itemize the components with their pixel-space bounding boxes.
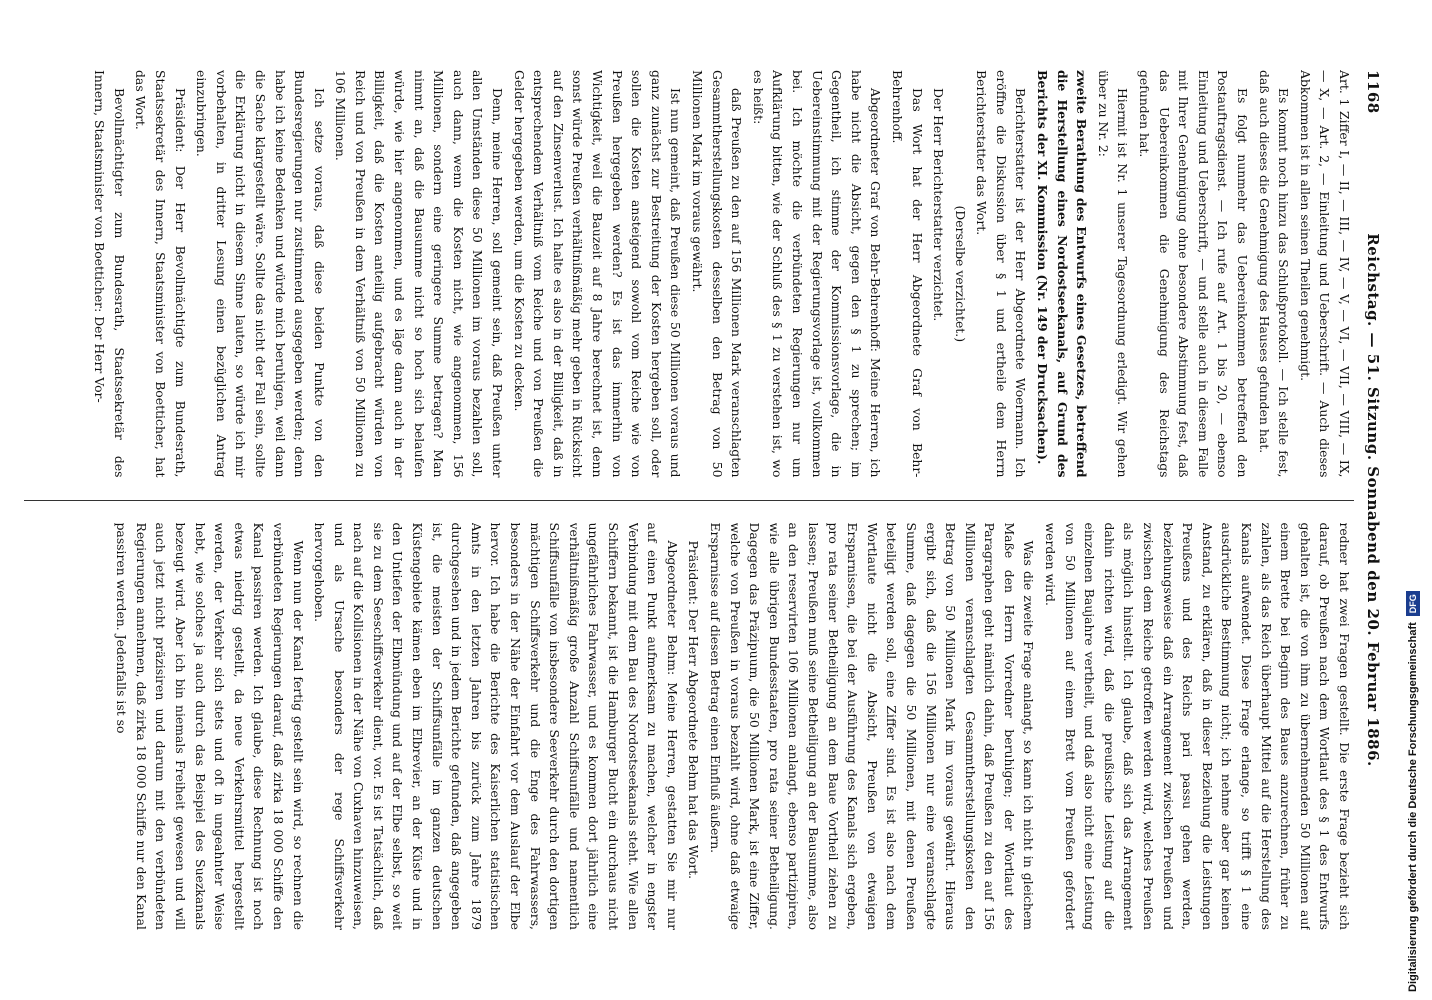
left-column-paragraph: Hiermit ist Nr. 1 unserer Tagesordnung erledigt. Wir gehen über zu Nr. 2:: [1095, 70, 1131, 478]
left-column-paragraph: (Derselbe verzichtet.): [952, 205, 968, 343]
left-column-paragraph: Berichterstatter ist der Herr Abgeordnete Woermann. Ich eröffne die Diskussion über § 1 und ertheile dem Herrn Berichterstatter das Wort.: [974, 70, 1029, 478]
left-column-paragraph: Art. 1 Ziffer I, — II, — III, — IV, — V, — VI, — VII, — VIII, — IX, — X, — Art. 2, — Einleitung und Ueberschrift. — Auch dieses Abkommen ist in allen seinen Theilen genehmigt.: [1297, 70, 1352, 478]
right-column-paragraph: Was die zweite Frage anlangt, so kann ich nicht in gleichem Maße den Herrn Vorredner beruhigen; der Wortlaut des Paragraphen geht nämlich dahin, daß Preußen zu den auf 156 Millionen veranschlagten Gesammtherstellungskosten den Betrag von 50 Millionen Mark im voraus gewährt. Hieraus ergibt sich, daß die 156 Millionen nur eine veranschlagte Summe, daß dagegen die 50 Millionen, mit denen Preußen beteiligt werden soll, eine Ziffer sind. Es ist also nach dem Wortlaute nicht die Absicht, Preußen von etwaigen Ersparnissen, die bei der Ausführung des Kanals sich ergeben, pro rata seiner Betheiligung an dem Bauе Vortheil ziehen zu lassen; Preußen muß seine Betheiligung an der Bausumme, also an den reservirten 106 Millionen anlangt, ebenso partizipiren, wie alle übrigen Bundesstaaten, pro rata seiner Betheiligung. Dagegen das Präzipuum, die 50 Millionen Mark, ist eine Ziffer, welche von Preußen in voraus bezahlt wird, ohne daß etwaige Ersparnisse auf diesen Betrag einen Einfluß äußern.: [708, 522, 1037, 930]
left-column-paragraph: Ich setze voraus, daß diese beiden Punkte von den Bundesregierungen nur zustimmend ausgegeben werden; denn habe ich keine Bedenken und würde mich beruhigen, weil dann die Sache klargestellt wäre. Sollte das nicht der Fall sein, sollte die Erklärung nicht in diesem Sinne lauten, so würde ich mir vorbehalten, in dritter Lesung einen bezüglichen Antrag einzubringen.: [194, 70, 327, 478]
text-columns: [24, 70, 1354, 930]
left-column: [24, 70, 1354, 478]
left-column-paragraph: Das Wort hat der Herr Abgeordnete Graf von Behr-Behrenhoff.: [889, 70, 925, 478]
left-column-paragraph: Denn, meine Herren, soll gemeint sein, daß Preußen unter allen Umständen diese 50 Millionen im voraus bezahlen soll, auch dann, wenn die Kosten nicht, wie angenommen, 156 Millionen, sondern eine geringere Summe betragen? Man nimmt an, daß die Bausumme nicht so hoch sich belaufen würde, wie hier angenommen, und es läge dann auch in der Billigkeit, daß die Kosten anteilig aufgebracht würden von Reich und von Preußen in dem Verhältniß von 50 Millionen zu 106 Millionen.: [333, 70, 506, 478]
left-column-paragraph: daß Preußen zu den auf 156 Millionen Mark veranschlagten Gesammtherstellungskosten desselben den Betrag von 50 Millionen Mark im voraus gewährt.: [690, 70, 745, 478]
running-title: Reichstag. — 51. Sitzung. Sonnabend den 20. Februar 1886.: [1364, 233, 1382, 767]
left-column-paragraph: Der Herr Berichterstatter verzichtet.: [931, 88, 947, 322]
left-column-paragraph: Abgeordneter Graf von Behr-Behrenhoff: Meine Herren, ich habe nicht die Absicht, gegen den § 1 zu sprechen; im Gegentheil, ich stimme der Kommissionsvorlage, die in Uebereinstimmung mit der Regierungsvorlage ist, vollkommen bei. Ich möchte die verbündeten Regierungen nur um Aufklärung bitten, wie der Schluß des § 1 zu verstehen ist, wo es heißt:: [750, 70, 884, 478]
dfg-logo: DFG: [1406, 591, 1420, 616]
left-column-paragraph: Es kommt noch hinzu das Schlußprotokoll. — Ich stelle fest, daß auch dieses die Genehmigung des Hauses gefunden hat.: [1256, 70, 1292, 478]
right-column: [24, 523, 1354, 931]
left-column-paragraph: Ist nun gemeint, daß Preußen diese 50 Millionen voraus und ganz zunächst zur Bestreitung der Kosten hergeben soll, oder sollen die Kosten ansteigend sowohl vom Reiche wie von Preußen hergegeben werden? Es ist das immerhin von Wichtigkeit, weil die Bauzeit auf 8 Jahre berechnet ist, denn sonst würde Preußen verhältnißmäßig mehr geben in Rücksicht auf den Zinsenverlust. Ich halte es also in der Billigkeit, daß in entsprechendem Verhältniß vom Reiche und von Preußen die Gelder hergegeben werden, um die Kosten zu decken.: [511, 70, 684, 478]
footer: [1408, 432, 1430, 992]
right-column-paragraph: redner hat zwei Fragen gestellt. Die erste Frage bezieht sich darauf, ob Preußen nach dem Wortlaut des § 1 des Entwurfs gehalten ist, die von ihm zu übernehmenden 50 Millionen auf einem Brette bei Beginn des Baues anzurechnen, früher zu zahlen, als das Reich überhaupt Mittel auf die Herstellung des Kanals aufwendet. Diese Frage erlange, so trifft § 1 eine ausdrückliche Bestimmung nicht; ich nehme aber gar keinen Anstand, zu erklären, daß in dieser Beziehung die Leistungen Preußens und des Reichs pari passu gehen werden, beziehungsweise daß ein Arrangement zwischen Preußen und zwischen dem Reiche getroffen werden wird, welches Preußen als möglich hinstellt. Ich glaube, daß sich das Arrangement dahin richten wird, daß die preußische Leistung auf die einzelnen Baujahre vertheilt, und daß also nicht eine Leistung von 50 Millionen auf einem Brett vom Preußen gefordert werden wird.: [1043, 522, 1352, 930]
right-column-paragraph: Abgeordneter Behm: Meine Herren, gestatten Sie mir nur auf einen Punkt aufmerksam zu machen, welcher in engster Verbindung mit dem Bau des Nordostseekanals steht. Wie allen Schiffern bekannt, ist die Hamburger Bucht ein durchaus nicht ungefährliches Fahrwasser, und es kommen dort jährlich eine verhältnißmäßig große Anzahl Schiffsunfälle und namentlich Schiffsunfälle von insbesondere Seeverkehr durch den dortigen mächtigen Schiffsverkehr und die Enge des Fahrwassers, besonders in der Nähe der Einfahrt vor dem Auslauf der Elbe hervor. Ich habe die Berichte des Kaiserlichen statistischen Amts in den letzten Jahren bis zurück zum Jahre 1879 durchgesehen und in jedem Berichte gefunden, daß angegeben ist, die meisten der Schiffsunfälle im ganzen deutschen Küstengebiete kämen eben im Elbrevier, an der Küste und in den Untiefen der Elbmündung und auf der Elbe selbst, so weit sie zu dem Seeschiffsverkehr dient, vor. Es ist Tatsächlich, daß nach auf die Kollisionen in der Nähe von Cuxhaven hinzuweisen, und als Ursache besonders der rege Schiffsverkehr hervorgehoben.: [312, 522, 680, 930]
column-divider: [24, 500, 1354, 501]
left-column-paragraph: zweite Berathung des Entwurfs eines Gesetzes, betreffend die Herstellung eines Nordostseekanals, auf Grund des Berichts der XI. Kommission (Nr. 149 der Drucksachen).: [1035, 70, 1090, 478]
page-header: [1354, 70, 1382, 930]
footer-text: [1402, 432, 1424, 992]
footer-credit: Digitalisierung gefördert durch die Deutsche Forschungsgemeinschaft: [1407, 622, 1419, 992]
page-number: 1168: [1364, 70, 1382, 114]
left-column-paragraph: Es folgt nunmehr das Uebereinkommen betreffend den Postauftragsdienst. — Ich rufe auf Art. 1 bis 20, — ebenso Einleitung und Ueberschrift, — und stelle auch in diesem Falle mit Ihrer Genehmigung ohne besondere Abstimmung fest, daß das Uebereinkommen die Genehmigung des Reichstags gefunden hat.: [1137, 70, 1251, 478]
right-column-paragraph: Wenn nun der Kanal fertig gestellt sein wird, so rechnen die verbündeten Regierungen darauf, daß zirka 18 000 Schiffe den Kanal passiren werden. Ich glaube, diese Rechnung ist noch etwas niedrig gestellt, da neue Verkehrsmittel hergestellt werden, der Verkehr sich stets und oft in ungeahnter Weise hebt, wie solches ja auch durch das Beispiel des Suezkanals bezeugt wird. Aber ich bin niemals Freiheit gewesen und will auch jetzt nicht präzisiren und darum mit den verbündeten Regierungen annehmen, daß zirka 18 000 Schiffe nur den Kanal passiren werden. Jedenfalls ist so: [114, 522, 306, 930]
right-column-paragraph: Präsident: Der Herr Abgeordnete Behm hat das Wort.: [686, 540, 702, 880]
left-column-paragraph: Präsident: Der Herr Bevollmächtigte zum Bundesrath, Staatssekretär des Innern, Staatsminister von Boetticher, hat das Wort.: [133, 70, 188, 478]
left-column-paragraph: Bevollmächtigter zum Bundesrath, Staatssekretär des Innern, Staatsminister von Boetticher: Der Herr Vor-: [92, 70, 127, 478]
